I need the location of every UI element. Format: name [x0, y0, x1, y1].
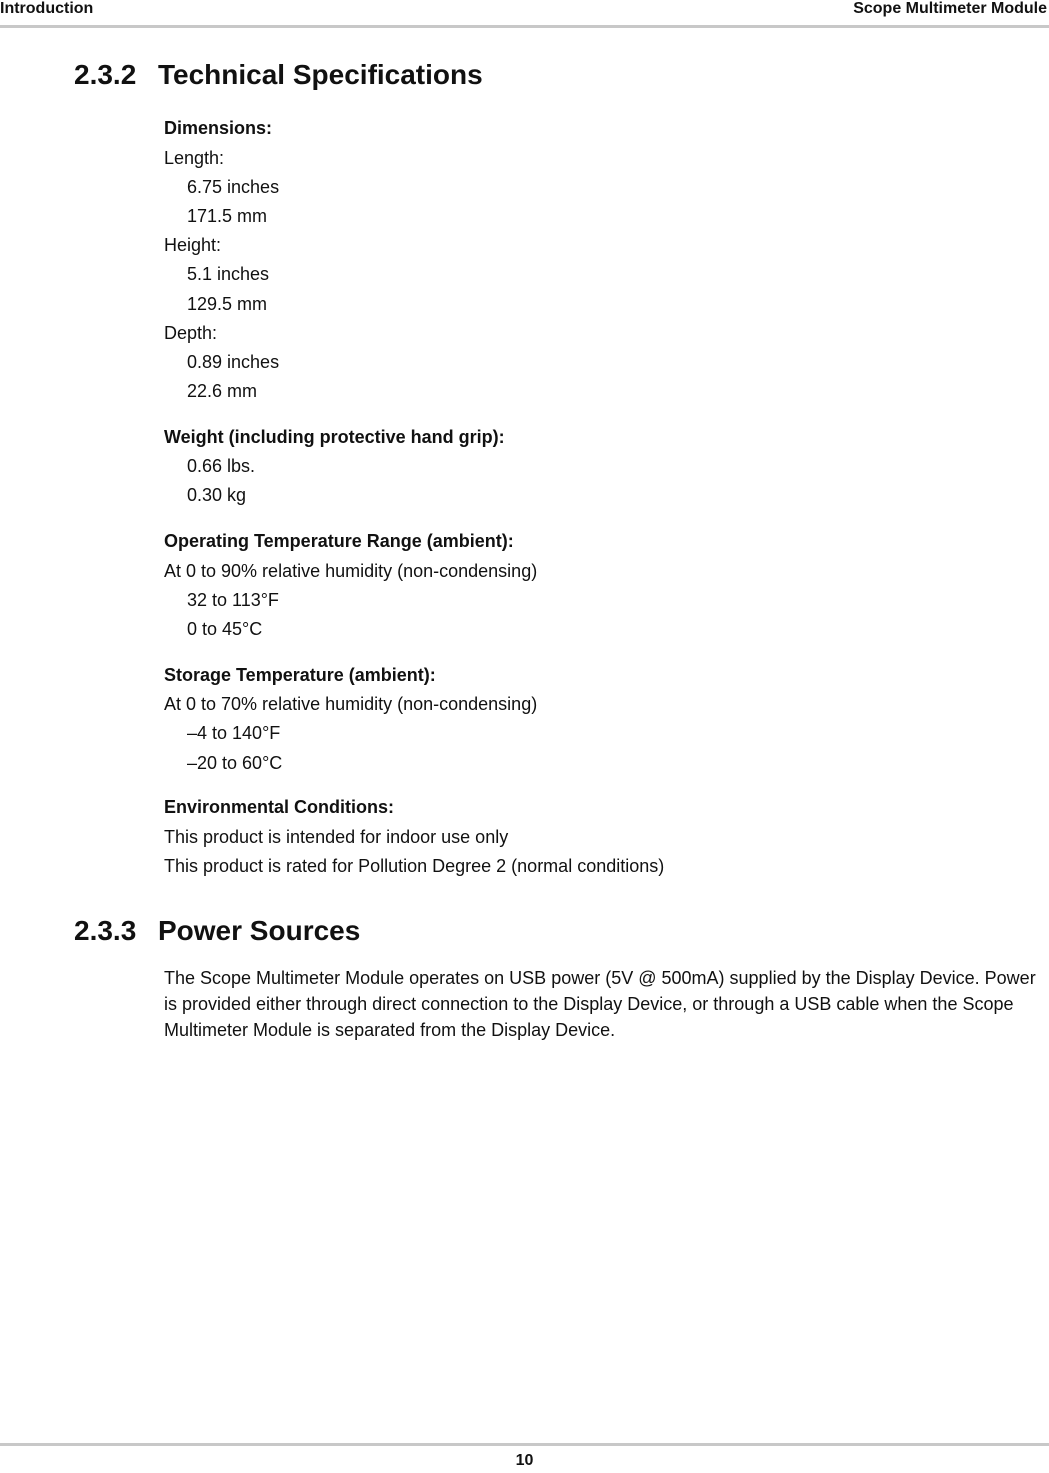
depth-label: Depth:: [164, 323, 218, 343]
operating-celsius: 0 to 45°C: [187, 619, 263, 639]
header-divider: [0, 25, 1049, 28]
length-inches: 6.75 inches: [187, 177, 280, 197]
environmental-conditions-heading: Environmental Conditions:: [164, 797, 395, 817]
length-mm: 171.5 mm: [187, 206, 268, 226]
section-title: Power Sources: [158, 915, 361, 946]
power-sources-paragraph: The Scope Multimeter Module operates on USB power (5V @ 500mA) supplied by the Display Device. Power is provided either through direct connection to the Display Device, or through a USB cable when the Scope Multimeter Module is separated from the Display Device.: [164, 968, 1036, 1040]
weight-kg: 0.30 kg: [187, 485, 247, 505]
weight-lbs: 0.66 lbs.: [187, 456, 256, 476]
storage-celsius: –20 to 60°C: [187, 753, 283, 773]
operating-fahrenheit: 32 to 113°F: [187, 590, 279, 610]
operating-humidity: At 0 to 90% relative humidity (non-condensing): [164, 561, 538, 581]
section-title: Technical Specifications: [158, 59, 483, 90]
weight-heading: Weight (including protective hand grip):: [164, 427, 505, 447]
height-mm: 129.5 mm: [187, 294, 268, 314]
storage-fahrenheit: –4 to 140°F: [187, 723, 281, 743]
length-label: Length:: [164, 148, 225, 168]
section-number: 2.3.2: [74, 59, 137, 90]
height-label: Height:: [164, 235, 222, 255]
page-number: 10: [515, 1452, 534, 1469]
section-heading-technical-specifications: [74, 59, 483, 91]
operating-temperature-heading: Operating Temperature Range (ambient):: [164, 531, 514, 551]
environment-indoor-use: This product is intended for indoor use only: [164, 827, 509, 847]
footer-divider: [0, 1443, 1049, 1446]
section-heading-power-sources: [74, 915, 360, 947]
height-inches: 5.1 inches: [187, 264, 270, 284]
depth-mm: 22.6 mm: [187, 381, 258, 401]
header-document-title: Scope Multimeter Module: [853, 0, 1047, 17]
environment-pollution-degree: This product is rated for Pollution Degree 2 (normal conditions): [164, 856, 665, 876]
header-chapter-title: Introduction: [0, 0, 94, 17]
dimensions-heading: Dimensions:: [164, 118, 273, 138]
storage-temperature-heading: Storage Temperature (ambient):: [164, 665, 436, 685]
depth-inches: 0.89 inches: [187, 352, 280, 372]
storage-humidity: At 0 to 70% relative humidity (non-condensing): [164, 694, 538, 714]
section-number: 2.3.3: [74, 915, 137, 946]
